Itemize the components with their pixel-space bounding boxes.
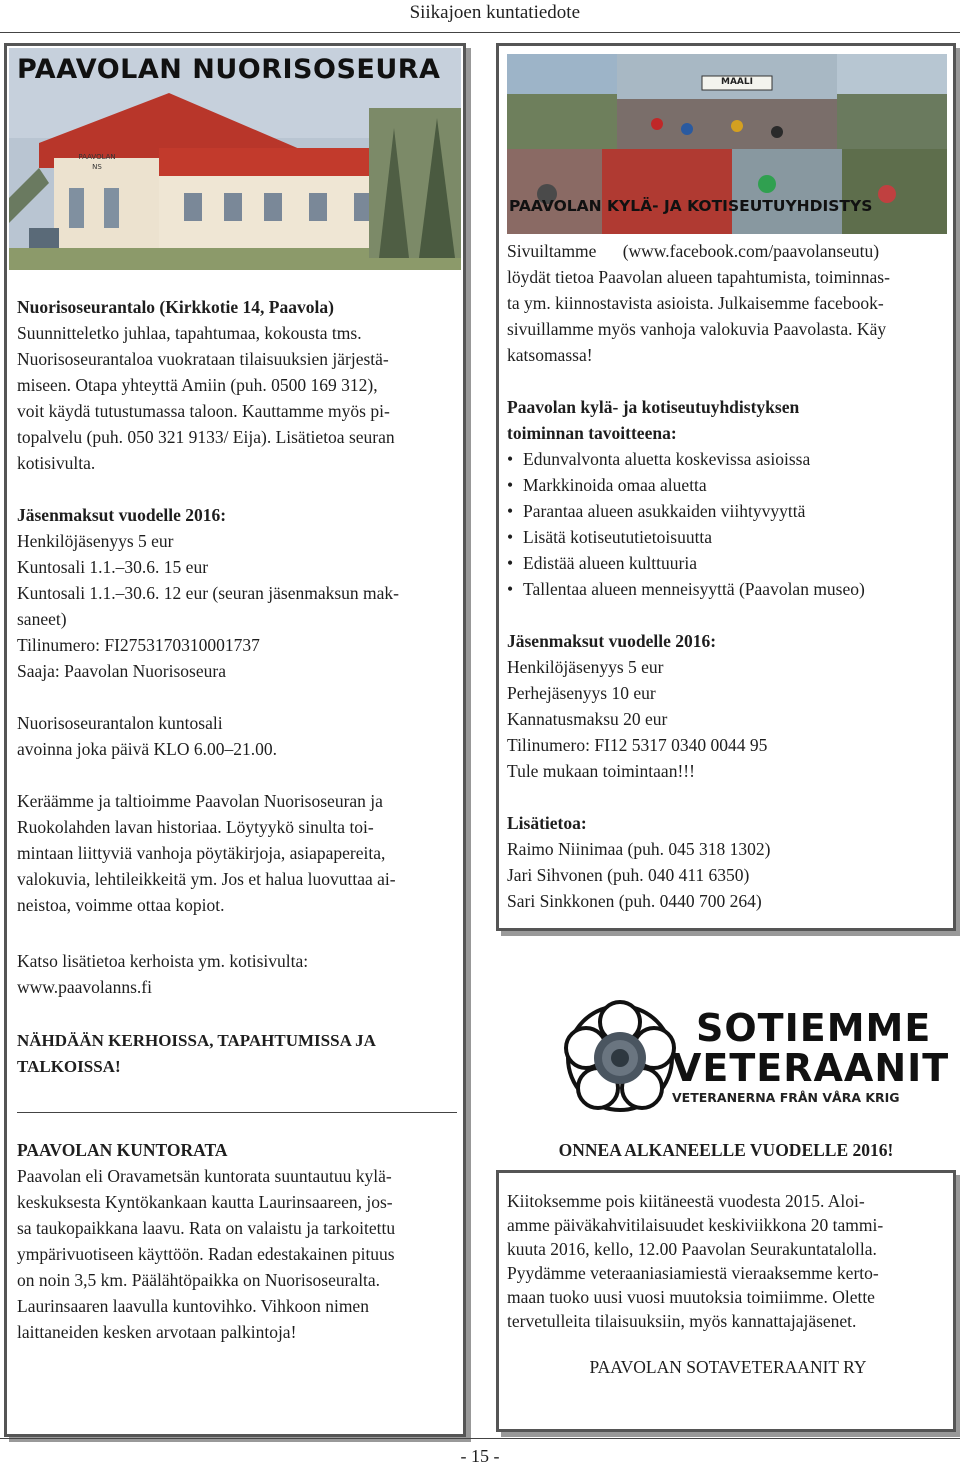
veteraanit-signature: PAAVOLAN SOTAVETERAANIT RY (589, 1357, 867, 1377)
membership-line: Perhejäsenyys 10 eur (507, 683, 656, 703)
membership-line: Kuntosali 1.1.–30.6. 15 eur (17, 557, 209, 577)
goal-item: • Edunvalvonta aluetta koskevissa asioissa (507, 446, 947, 472)
membership-line: Henkilöjäsenyys 5 eur (507, 657, 664, 677)
page-number: - 15 - (460, 1446, 500, 1466)
membership-line: Saaja: Paavolan Nuorisoseura (17, 661, 226, 681)
kuntorata-line: laittaneiden kesken arvotaan palkintoja! (17, 1322, 297, 1342)
intro-line: Sivuiltamme (www.facebook.com/paavolanseutu) (507, 241, 880, 261)
slogan-line: NÄHDÄÄN KERHOISSA, TAPAHTUMISSA JA (17, 1031, 376, 1050)
membership-line: saneet) (17, 609, 67, 629)
building-sign: PAAVOLAN NS (78, 153, 116, 171)
veteraanit-box (496, 1170, 956, 1432)
veteraanit-logo (560, 998, 950, 1118)
kuntorata-heading: PAAVOLAN KUNTORATA (17, 1140, 228, 1160)
nuorisoseura-text (17, 294, 461, 1345)
gym-line: avoinna joka päivä KLO 6.00–21.00. (17, 739, 278, 759)
club-links-line: Katso lisätietoa kerhoista ym. kotisivulta: (17, 951, 309, 971)
address-line: Nuorisoseurantalo (Kirkkotie 14, Paavola) (17, 297, 334, 317)
history-line: Ruokolahden lavan historiaa. Löytyykö sinulta toi- (17, 817, 374, 837)
intro-line: topalvelu (puh. 050 321 9133/ Eija). Lisätietoa seuran (17, 427, 395, 447)
veteraanit-line: Pyydämme veteraaniasiamiestä vieraaksemme kerto- (507, 1263, 879, 1283)
contact-line: Sari Sinkkonen (puh. 0440 700 264) (507, 891, 762, 911)
intro-line: katsomassa! (507, 345, 593, 365)
gym-line: Nuorisoseurantalon kuntosali (17, 713, 223, 733)
contact-line: Jari Sihvonen (puh. 040 411 6350) (507, 865, 750, 885)
kotiseutu-box (496, 43, 956, 931)
membership-line: Henkilöjäsenyys 5 eur (17, 531, 174, 551)
kuntorata-line: Laurinsaaren laavulla kuntovihko. Vihkoon nimen (17, 1296, 369, 1316)
footer-rule (0, 1438, 960, 1439)
intro-line: voit käydä tutustumassa taloon. Kauttamme myös pi- (17, 401, 390, 421)
goals-list (507, 446, 947, 602)
veteraanit-line: amme päiväkahvitilaisuudet keskiviikkona 20 tammi- (507, 1215, 884, 1235)
intro-line: sivuillamme myös vanhoja valokuvia Paavolasta. Käy (507, 319, 887, 339)
veteraanit-greeting: ONNEA ALKANEELLE VUODELLE 2016! (558, 1140, 894, 1160)
veteraanit-line: tervetulleita tilaisuuksiin, myös kannattajajäsenet. (507, 1311, 857, 1331)
info-heading: Lisätietoa: (507, 813, 587, 833)
contact-line: Raimo Niinimaa (puh. 045 318 1302) (507, 839, 771, 859)
veteraanit-line: maan tuoko uusi vuosi muutoksia toimiimme. Olette (507, 1287, 875, 1307)
goal-item: • Markkinoida omaa aluetta (507, 472, 947, 498)
nuorisoseura-building-photo (9, 48, 461, 270)
goal-item: • Parantaa alueen asukkaiden viihtyvyyttä (507, 498, 947, 524)
membership-heading: Jäsenmaksut vuodelle 2016: (507, 631, 717, 651)
kotiseutu-text (507, 238, 947, 914)
history-line: neistoa, voimme ottaa kopiot. (17, 895, 225, 915)
membership-line: Tule mukaan toimintaan!!! (507, 761, 695, 781)
finish-sign: MAALI (721, 77, 753, 87)
membership-line: Tilinumero: FI2753170310001737 (17, 635, 260, 655)
membership-line: Tilinumero: FI12 5317 0340 0044 95 (507, 735, 768, 755)
header-rule (0, 32, 960, 33)
logo-line1: SOTIEMME (696, 1006, 932, 1050)
intro-line: kotisivulta. (17, 453, 96, 473)
veteraanit-line: kuuta 2016, kello, 12.00 Paavolan Seurakuntatalolla. (507, 1239, 877, 1259)
history-line: Keräämme ja taltioimme Paavolan Nuorisoseuran ja (17, 791, 383, 811)
nuorisoseura-box (4, 43, 466, 1437)
goal-item: • Tallentaa alueen menneisyyttä (Paavolan museo) (507, 576, 947, 602)
publication-title: Siikajoen kuntatiedote (409, 2, 580, 23)
intro-line: Suunnitteletko juhlaa, tapahtumaa, kokousta tms. (17, 323, 362, 343)
goals-heading: Paavolan kylä- ja kotiseutuyhdistyksen (507, 397, 800, 417)
kotiseutu-banner-title: PAAVOLAN KYLÄ- JA KOTISEUTUYHDISTYS (509, 197, 873, 215)
intro-line: Nuorisoseurantaloa vuokrataan tilaisuuksien järjestä- (17, 349, 389, 369)
website-link[interactable]: www.paavolanns.fi (17, 977, 152, 997)
goals-heading: toiminnan tavoitteena: (507, 423, 677, 443)
kuntorata-line: on noin 3,5 km. Päälähtöpaikka on Nuorisoseuralta. (17, 1270, 381, 1290)
intro-line: löydät tietoa Paavolan alueen tapahtumista, toiminnas- (507, 267, 890, 287)
logo-line2: VETERAANIT (672, 1046, 950, 1090)
logo-subline: VETERANERNA FRÅN VÅRA KRIG (672, 1090, 900, 1105)
membership-heading: Jäsenmaksut vuodelle 2016: (17, 505, 227, 525)
nuorisoseura-banner-title: PAAVOLAN NUORISOSEURA (17, 54, 441, 85)
intro-line: miseen. Otapa yhteyttä Amiin (puh. 0500 169 312), (17, 375, 378, 395)
membership-line: Kuntosali 1.1.–30.6. 12 eur (seuran jäsenmaksun mak- (17, 583, 400, 603)
kuntorata-line: Paavolan eli Oravametsän kuntorata suuntautuu kylä- (17, 1166, 392, 1186)
goal-item: • Edistää alueen kulttuuria (507, 550, 947, 576)
kuntorata-line: ympärivuotiseen käyttöön. Radan edestakainen pituus (17, 1244, 395, 1264)
veteraanit-line: Kiitoksemme pois kiitäneestä vuodesta 2015. Aloi- (507, 1191, 865, 1211)
slogan-line: TALKOISSA! (17, 1057, 121, 1076)
rose-emblem-icon (560, 998, 680, 1118)
kuntorata-line: sa taukopaikkana laavu. Rata on valaistu ja tarkoitettu (17, 1218, 396, 1238)
goal-item: • Lisätä kotiseututietoisuutta (507, 524, 947, 550)
intro-line: ta ym. kiinnostavista asioista. Julkaisemme facebook- (507, 293, 884, 313)
section-divider (17, 1112, 457, 1113)
membership-line: Kannatusmaksu 20 eur (507, 709, 668, 729)
veteraanit-text (507, 1189, 949, 1379)
kuntorata-line: keskuksesta Kyntökankaan kautta Laurinsaareen, jos- (17, 1192, 393, 1212)
history-line: mintaan liittyviä vanhoja pöytäkirjoja, asiapapereita, (17, 843, 386, 863)
history-line: valokuvia, lehtileikkeitä ym. Jos et halua luovuttaa ai- (17, 869, 396, 889)
